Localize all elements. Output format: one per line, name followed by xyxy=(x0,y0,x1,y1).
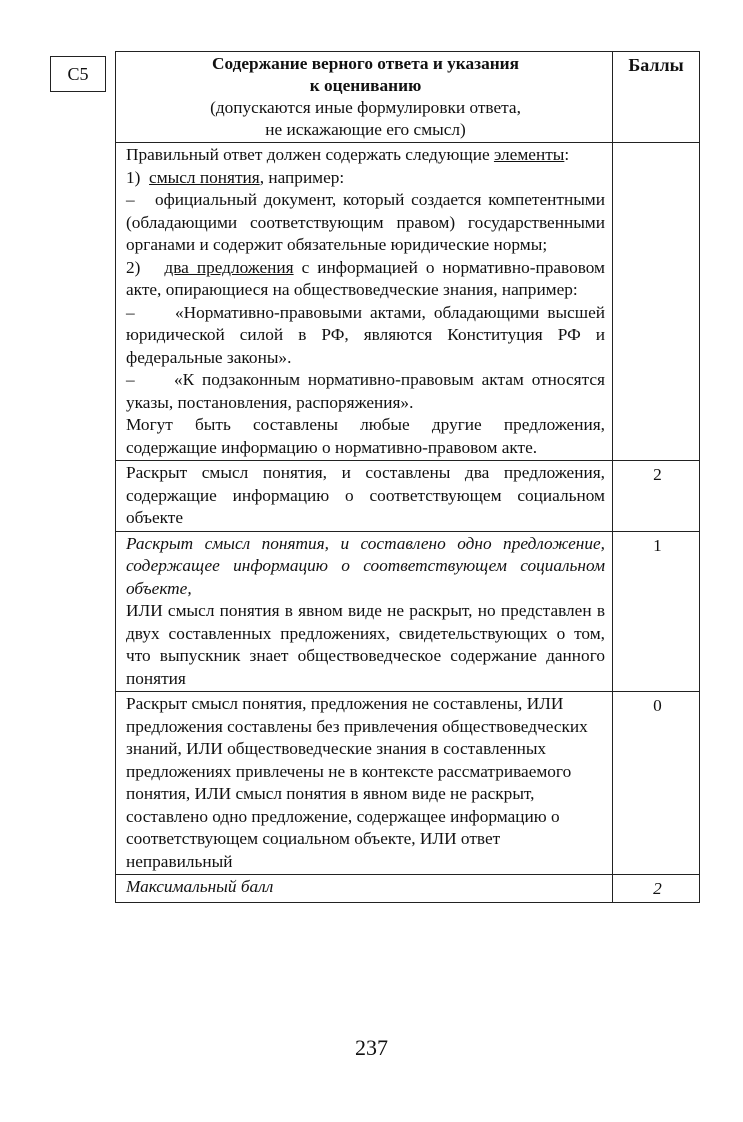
max-score-value: 2 xyxy=(613,875,700,903)
criterion-score: 1 xyxy=(613,531,700,692)
answer-intro xyxy=(126,144,605,167)
content-header xyxy=(116,52,613,143)
criterion-italic-text: Раскрыт смысл понятия, и составлено одно предложение, содержащее информацию о соответствующем социальном объекте, xyxy=(126,533,605,598)
example-2 xyxy=(126,369,605,414)
criterion-text: Раскрыт смысл понятия, и составлены два предложения, содержащие информацию о соответствующем социальном объекте xyxy=(116,461,613,532)
answer-item1-heading xyxy=(126,167,605,190)
criterion-text xyxy=(116,531,613,692)
example-1-dash: – xyxy=(126,302,135,322)
item1-title: смысл понятия xyxy=(149,167,260,187)
page-number: 237 xyxy=(355,1035,388,1060)
answer-closing: Могут быть составлены любые другие предложения, содержащие информацию о нормативно-правовом акте. xyxy=(126,415,605,457)
item2-title: два предложения xyxy=(164,257,294,277)
header-note-line2: не искажающие его смысл) xyxy=(265,120,466,139)
example-2-text: «К подзаконным нормативно-правовым актам относятся указы, постановления, распоряжения». xyxy=(126,370,605,412)
task-label: C5 xyxy=(50,56,106,92)
answer-intro-elements: элементы xyxy=(493,145,565,164)
example-1 xyxy=(126,302,605,370)
criterion-row xyxy=(116,461,700,532)
answer-row xyxy=(116,143,700,461)
criterion-score: 0 xyxy=(613,692,700,875)
header-title-line2: к оцениванию xyxy=(309,76,422,95)
max-score-row xyxy=(116,875,700,903)
criterion-text: Раскрыт смысл понятия, предложения не составлены, ИЛИ предложения составлены без привлечения обществоведческих знаний, ИЛИ обществоведческие знания в составленных предложениях привлечены не в контексте рассматриваемого понятия, ИЛИ смысл понятия в явном виде не раскрыт, составлено одно предложение, содержащее информацию о соответствующем социальном объекте, ИЛИ ответ неправильный xyxy=(116,692,613,875)
answer-item2-heading xyxy=(126,257,605,302)
item1-text: официальный документ, который создается компетентными (обладающими соответствующим правом) государственными органами и содержит обязательные юридические нормы; xyxy=(126,190,605,254)
header-note-line1: (допускаются иные формулировки ответа, xyxy=(210,98,521,117)
item1-number: 1) xyxy=(126,167,141,187)
item2-rest: с информацией о нормативно-правовом акте, опирающиеся на обществоведческие знания, например: xyxy=(126,257,605,299)
answer-content xyxy=(116,143,613,461)
answer-intro-text: Правильный ответ должен содержать следующие xyxy=(126,145,494,164)
max-score-label: Максимальный балл xyxy=(116,875,613,903)
item1-definition xyxy=(126,189,605,257)
table-header-row xyxy=(116,52,700,143)
grading-table xyxy=(115,51,700,903)
header-title-line1: Содержание верного ответа и указания xyxy=(212,54,519,73)
answer-score-cell xyxy=(613,143,700,461)
score-column-header: Баллы xyxy=(613,52,700,143)
item2-number: 2) xyxy=(126,257,141,277)
criterion-row xyxy=(116,531,700,692)
criterion-row xyxy=(116,692,700,875)
example-2-dash: – xyxy=(126,370,135,389)
example-1-text: «Нормативно-правовыми актами, обладающими высшей юридической силой в РФ, являются Конституция РФ и федеральные законы». xyxy=(126,302,605,367)
item1-rest: , например: xyxy=(259,167,345,187)
criterion-score: 2 xyxy=(613,461,700,532)
answer-intro-colon: : xyxy=(564,145,570,164)
criterion-alt-text: ИЛИ смысл понятия в явном виде не раскрыт, но представлен в двух составленных предложениях, свидетельствующих о том, что выпускник знает обществоведческое содержание данного понятия xyxy=(126,601,605,688)
item1-dash: – xyxy=(126,190,135,209)
